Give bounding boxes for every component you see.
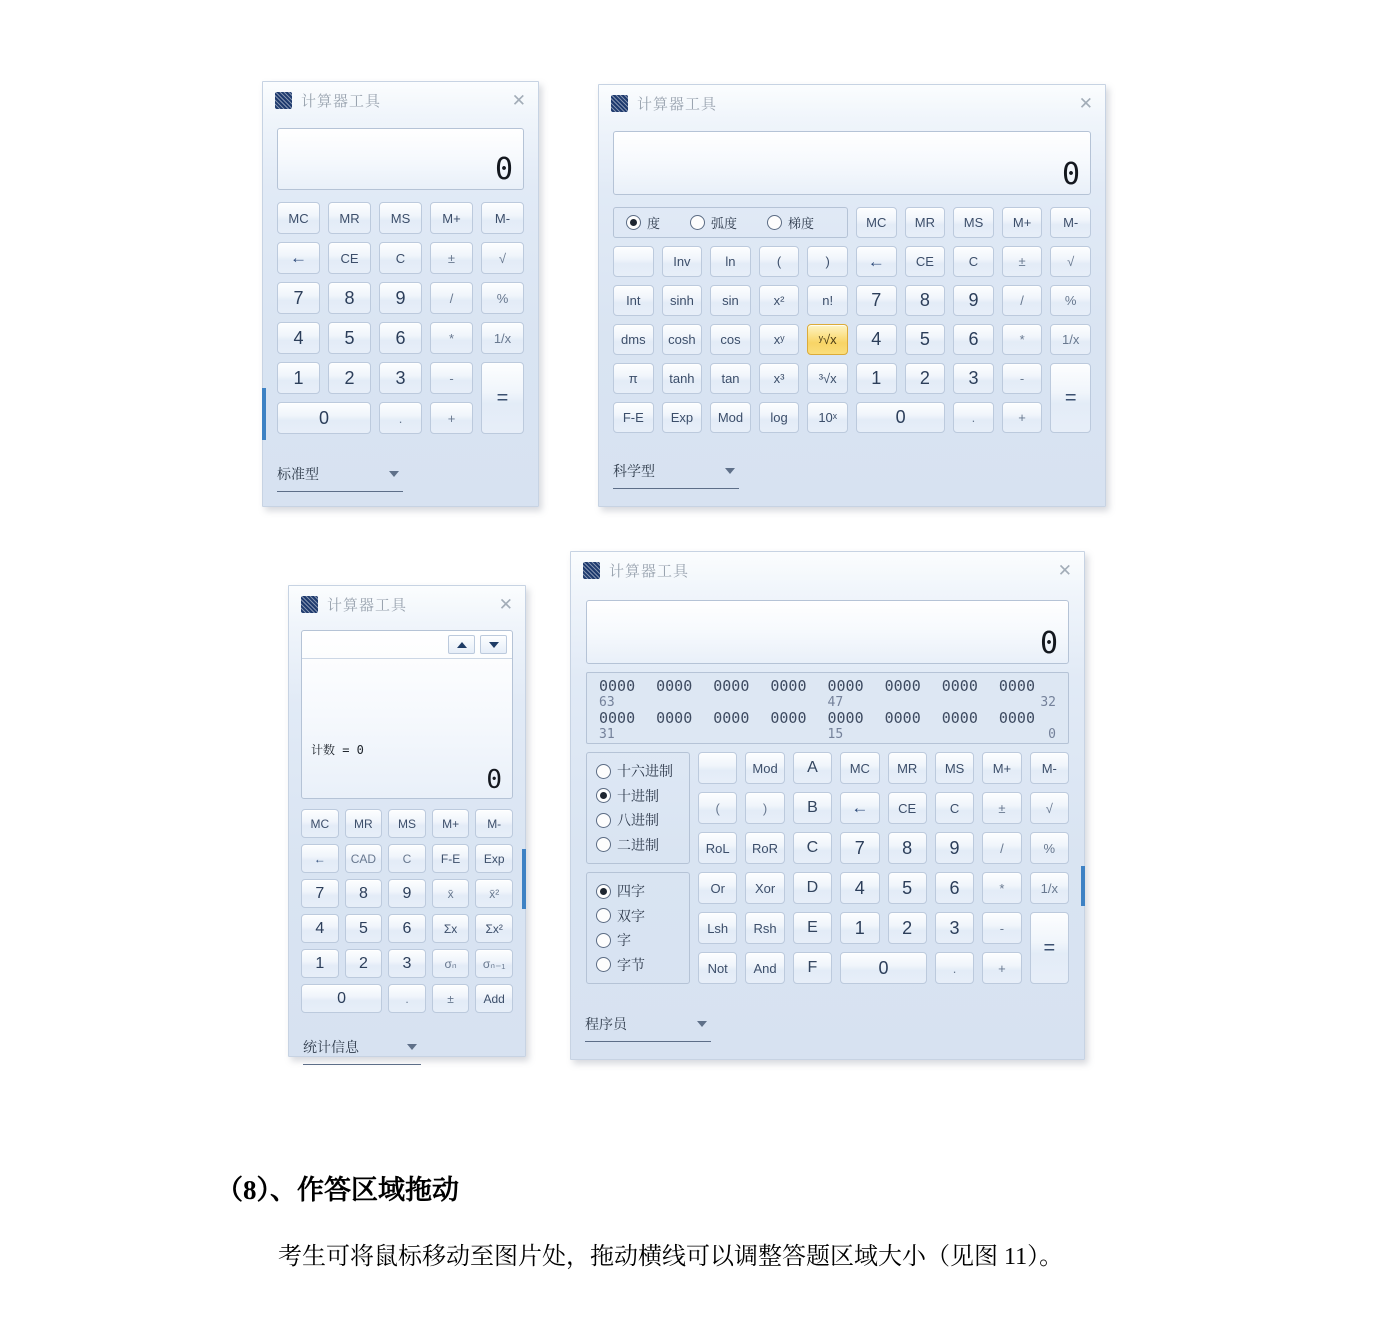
key-2[interactable]: 2 — [345, 949, 383, 978]
key-add-data[interactable]: Add — [475, 984, 513, 1013]
key-rol[interactable]: RoL — [698, 832, 737, 864]
calculator-window-scientific — [598, 84, 1106, 507]
radio-dot — [626, 215, 641, 230]
key-factorial[interactable]: n! — [807, 285, 848, 316]
key-memory-subtract[interactable]: M- — [475, 809, 513, 838]
titlebar[interactable] — [289, 586, 525, 622]
key-6[interactable]: 6 — [379, 322, 422, 354]
scroll-down-button[interactable] — [480, 635, 507, 654]
key-minus[interactable]: - — [1002, 363, 1043, 394]
key-0[interactable]: 0 — [277, 402, 371, 434]
dropdown-arrow-icon — [407, 1044, 417, 1050]
key-plus[interactable]: + — [1002, 402, 1043, 433]
radio-dot — [596, 884, 611, 899]
titlebar[interactable] — [571, 552, 1084, 588]
key-cad[interactable]: CAD — [345, 844, 383, 873]
key-4[interactable]: 4 — [840, 872, 879, 904]
key-9[interactable]: 9 — [953, 285, 994, 316]
bit-group: 0000 — [770, 709, 807, 727]
key-mean[interactable]: x̄ — [432, 879, 470, 908]
titlebar[interactable] — [599, 85, 1105, 121]
bit-group: 0000 — [770, 677, 807, 695]
key-3[interactable]: 3 — [388, 949, 426, 978]
radio-dword[interactable]: 双字 — [596, 906, 680, 926]
key-6[interactable]: 6 — [388, 914, 426, 943]
key-cuberoot[interactable]: ³√x — [807, 363, 848, 394]
display-value: 0 — [1039, 626, 1058, 661]
close-icon[interactable]: ✕ — [1057, 560, 1072, 580]
number-base-group — [586, 752, 690, 864]
key-blank[interactable] — [613, 246, 654, 277]
key-sqrt[interactable]: √ — [1050, 246, 1091, 277]
key-7[interactable]: 7 — [856, 285, 897, 316]
key-stdev[interactable]: σₙ — [432, 949, 470, 978]
key-7[interactable]: 7 — [301, 879, 339, 908]
key-a[interactable]: A — [793, 752, 832, 784]
key-2[interactable]: 2 — [905, 363, 946, 394]
key-reciprocal[interactable]: 1/x — [1050, 324, 1091, 355]
radio-binary[interactable]: 二进制 — [596, 835, 680, 855]
calculator-display — [586, 600, 1069, 664]
key-0[interactable]: 0 — [856, 402, 945, 433]
key-sin[interactable]: sin — [710, 285, 751, 316]
bit-group: 0000 — [713, 709, 750, 727]
key-2[interactable]: 2 — [328, 362, 371, 394]
key-percent[interactable]: % — [1050, 285, 1091, 316]
angle-unit-group — [613, 207, 848, 238]
key-backspace[interactable]: ← — [856, 246, 897, 277]
key-6[interactable]: 6 — [953, 324, 994, 355]
key-memory-store[interactable]: MS — [379, 202, 422, 234]
key-rsh[interactable]: Rsh — [745, 912, 784, 944]
key-yroot[interactable]: ʸ√x — [807, 324, 848, 355]
calculator-window-programmer — [570, 551, 1085, 1060]
display-value: 0 — [1061, 157, 1080, 192]
section-heading: （8）、作答区域拖动 — [216, 1175, 459, 1205]
window-title: 计算器工具 — [327, 596, 408, 614]
mode-bar — [289, 1037, 525, 1065]
key-sum-square[interactable]: Σx² — [475, 914, 513, 943]
calculator-display — [613, 131, 1091, 195]
key-negate[interactable]: ± — [430, 242, 473, 274]
radio-degrees[interactable]: 度 — [626, 213, 660, 232]
bit-group: 0000 — [599, 709, 636, 727]
key-5[interactable]: 5 — [905, 324, 946, 355]
keypad — [613, 207, 1091, 433]
key-e[interactable]: E — [793, 912, 832, 944]
key-f[interactable]: F — [793, 952, 832, 984]
key-8[interactable]: 8 — [345, 879, 383, 908]
key-xor[interactable]: Xor — [745, 872, 784, 904]
key-9[interactable]: 9 — [388, 879, 426, 908]
scroll-up-button[interactable] — [448, 635, 475, 654]
key-1[interactable]: 1 — [840, 912, 879, 944]
radio-dot — [596, 957, 611, 972]
close-icon[interactable]: ✕ — [511, 90, 526, 110]
key-lsh[interactable]: Lsh — [698, 912, 737, 944]
mode-selector-programmer[interactable] — [585, 1014, 711, 1042]
bit-group: 0000 — [941, 677, 978, 695]
bit-group: 0000 — [998, 677, 1035, 695]
key-minus[interactable]: - — [982, 912, 1021, 944]
key-0[interactable]: 0 — [840, 952, 927, 984]
key-7[interactable]: 7 — [840, 832, 879, 864]
radio-word[interactable]: 字 — [596, 930, 680, 950]
window-edge-accent — [1081, 866, 1085, 906]
key-1[interactable]: 1 — [856, 363, 897, 394]
key-clear-entry[interactable]: CE — [905, 246, 946, 277]
key-memory-add[interactable]: M+ — [982, 752, 1021, 784]
key-cosh[interactable]: cosh — [662, 324, 703, 355]
key-clear[interactable]: C — [953, 246, 994, 277]
key-0[interactable]: 0 — [301, 984, 382, 1013]
key-memory-subtract[interactable]: M- — [1030, 752, 1069, 784]
key-dms[interactable]: dms — [613, 324, 654, 355]
key-tan[interactable]: tan — [710, 363, 751, 394]
word-size-group — [586, 872, 690, 984]
key-backspace[interactable]: ← — [840, 792, 879, 824]
key-9[interactable]: 9 — [935, 832, 974, 864]
key-cos[interactable]: cos — [710, 324, 751, 355]
mode-label: 标准型 — [277, 466, 319, 482]
key-decimal[interactable]: . — [388, 984, 426, 1013]
radio-grads[interactable]: 梯度 — [767, 213, 814, 232]
key-decimal[interactable]: . — [953, 402, 994, 433]
close-icon[interactable]: ✕ — [1078, 93, 1093, 113]
mode-selector-standard[interactable] — [277, 464, 403, 492]
key-minus[interactable]: - — [430, 362, 473, 394]
key-3[interactable]: 3 — [953, 363, 994, 394]
key-memory-add[interactable]: M+ — [1002, 207, 1043, 238]
arrow-up-icon — [457, 642, 467, 648]
key-tanh[interactable]: tanh — [662, 363, 703, 394]
key-divide[interactable]: / — [982, 832, 1021, 864]
key-close-paren[interactable]: ) — [807, 246, 848, 277]
bit-index-label: 31 — [599, 727, 615, 742]
key-backspace[interactable]: ← — [301, 844, 339, 873]
app-icon — [275, 92, 292, 109]
key-divide[interactable]: / — [1002, 285, 1043, 316]
key-int[interactable]: Int — [613, 285, 654, 316]
key-memory-clear[interactable]: MC — [840, 752, 879, 784]
key-decimal[interactable]: . — [935, 952, 974, 984]
key-sum[interactable]: Σx — [432, 914, 470, 943]
key-blank[interactable] — [698, 752, 737, 784]
key-1[interactable]: 1 — [301, 949, 339, 978]
key-4[interactable]: 4 — [277, 322, 320, 354]
keypad — [586, 752, 1069, 984]
radio-dot — [596, 764, 611, 779]
key-log[interactable]: log — [759, 402, 800, 433]
key-5[interactable]: 5 — [345, 914, 383, 943]
key-sqrt[interactable]: √ — [481, 242, 524, 274]
key-fe[interactable]: F-E — [432, 844, 470, 873]
display-value: 0 — [486, 765, 502, 796]
close-icon[interactable]: ✕ — [498, 594, 513, 614]
key-3[interactable]: 3 — [379, 362, 422, 394]
key-exp[interactable]: Exp — [475, 844, 513, 873]
window-edge-accent — [522, 849, 526, 909]
key-5[interactable]: 5 — [328, 322, 371, 354]
bit-group: 0000 — [599, 677, 636, 695]
key-memory-recall[interactable]: MR — [905, 207, 946, 238]
titlebar[interactable] — [263, 82, 538, 118]
mode-label: 科学型 — [613, 463, 655, 479]
key-memory-subtract[interactable]: M- — [481, 202, 524, 234]
key-decimal[interactable]: . — [379, 402, 422, 434]
radio-dot — [767, 215, 782, 230]
key-pi[interactable]: π — [613, 363, 654, 394]
key-b[interactable]: B — [793, 792, 832, 824]
key-cube[interactable]: x³ — [759, 363, 800, 394]
key-memory-store[interactable]: MS — [953, 207, 994, 238]
window-title: 计算器工具 — [637, 95, 718, 113]
key-clear-entry[interactable]: CE — [888, 792, 927, 824]
key-clear[interactable]: C — [379, 242, 422, 274]
key-and[interactable]: And — [745, 952, 784, 984]
mode-selector-statistics[interactable] — [303, 1037, 421, 1065]
radio-decimal[interactable]: 十进制 — [596, 786, 680, 806]
key-backspace[interactable]: ← — [277, 242, 320, 274]
key-or[interactable]: Or — [698, 872, 737, 904]
key-memory-clear[interactable]: MC — [856, 207, 897, 238]
bit-display-panel — [586, 672, 1069, 744]
key-clear[interactable]: C — [388, 844, 426, 873]
radio-dot — [690, 215, 705, 230]
radio-dot — [596, 837, 611, 852]
dropdown-arrow-icon — [697, 1021, 707, 1027]
mode-label: 统计信息 — [303, 1039, 359, 1055]
bit-index-label: 0 — [1048, 727, 1056, 742]
keypad — [301, 809, 513, 1013]
key-memory-store[interactable]: MS — [388, 809, 426, 838]
key-ln[interactable]: ln — [710, 246, 751, 277]
key-multiply[interactable]: * — [982, 872, 1021, 904]
key-4[interactable]: 4 — [856, 324, 897, 355]
key-sqrt[interactable]: √ — [1030, 792, 1069, 824]
key-memory-subtract[interactable]: M- — [1050, 207, 1091, 238]
key-6[interactable]: 6 — [935, 872, 974, 904]
key-8[interactable]: 8 — [888, 832, 927, 864]
key-multiply[interactable]: * — [430, 322, 473, 354]
radio-qword[interactable]: 四字 — [596, 881, 680, 901]
key-memory-add[interactable]: M+ — [430, 202, 473, 234]
radio-byte[interactable]: 字节 — [596, 955, 680, 975]
bit-group: 0000 — [656, 677, 693, 695]
key-sinh[interactable]: sinh — [662, 285, 703, 316]
radio-dot — [596, 788, 611, 803]
mode-selector-scientific[interactable] — [613, 461, 739, 489]
key-negate[interactable]: ± — [982, 792, 1021, 824]
key-3[interactable]: 3 — [935, 912, 974, 944]
radio-hex[interactable]: 十六进制 — [596, 761, 680, 781]
app-icon — [583, 562, 600, 579]
key-equals[interactable]: = — [481, 362, 524, 434]
key-not[interactable]: Not — [698, 952, 737, 984]
key-percent[interactable]: % — [1030, 832, 1069, 864]
key-close-paren[interactable]: ) — [745, 792, 784, 824]
bit-index-label: 63 — [599, 695, 615, 710]
key-exp[interactable]: Exp — [662, 402, 703, 433]
key-5[interactable]: 5 — [888, 872, 927, 904]
calculator-window-statistics — [288, 585, 526, 1057]
key-open-paren[interactable]: ( — [759, 246, 800, 277]
key-clear-entry[interactable]: CE — [328, 242, 371, 274]
bit-group: 0000 — [656, 709, 693, 727]
key-fe[interactable]: F-E — [613, 402, 654, 433]
history-scroll-strip — [302, 631, 512, 659]
key-memory-store[interactable]: MS — [935, 752, 974, 784]
key-multiply[interactable]: * — [1002, 324, 1043, 355]
key-square[interactable]: x² — [759, 285, 800, 316]
bit-index-label: 47 — [827, 695, 844, 710]
key-9[interactable]: 9 — [379, 282, 422, 314]
mode-bar — [571, 1014, 1084, 1042]
key-equals[interactable]: = — [1050, 363, 1091, 433]
key-negate[interactable]: ± — [432, 984, 470, 1013]
key-negate[interactable]: ± — [1002, 246, 1043, 277]
window-title: 计算器工具 — [301, 92, 382, 110]
key-equals[interactable]: = — [1030, 912, 1069, 984]
key-plus[interactable]: + — [982, 952, 1021, 984]
key-memory-recall[interactable]: MR — [328, 202, 371, 234]
key-divide[interactable]: / — [430, 282, 473, 314]
key-clear[interactable]: C — [935, 792, 974, 824]
calculator-display — [277, 128, 524, 190]
key-7[interactable]: 7 — [277, 282, 320, 314]
key-10x[interactable]: 10ˣ — [807, 402, 848, 433]
window-title: 计算器工具 — [609, 562, 690, 580]
arrow-down-icon — [489, 642, 499, 648]
dropdown-arrow-icon — [389, 471, 399, 477]
section-paragraph: 考生可将鼠标移动至图片处，拖动横线可以调整答题区域大小（见图 11）。 — [278, 1244, 1064, 1270]
bit-index-label: 32 — [1040, 695, 1056, 710]
key-stdev-n1[interactable]: σₙ₋₁ — [475, 949, 513, 978]
key-ror[interactable]: RoR — [745, 832, 784, 864]
calculator-window-standard — [262, 81, 539, 507]
radio-dot — [596, 908, 611, 923]
mode-label: 程序员 — [585, 1016, 627, 1032]
key-open-paren[interactable]: ( — [698, 792, 737, 824]
key-d[interactable]: D — [793, 872, 832, 904]
key-mean-square[interactable]: x̄² — [475, 879, 513, 908]
key-memory-clear[interactable]: MC — [301, 809, 339, 838]
bit-group: 0000 — [998, 709, 1035, 727]
window-edge-accent — [262, 388, 266, 440]
key-2[interactable]: 2 — [888, 912, 927, 944]
bit-group: 0000 — [884, 677, 921, 695]
keypad — [277, 202, 524, 434]
key-memory-add[interactable]: M+ — [432, 809, 470, 838]
radio-dot — [596, 813, 611, 828]
key-memory-recall[interactable]: MR — [888, 752, 927, 784]
key-inverse[interactable]: Inv — [662, 246, 703, 277]
key-power[interactable]: xʸ — [759, 324, 800, 355]
bit-group: 0000 — [827, 709, 864, 727]
key-8[interactable]: 8 — [328, 282, 371, 314]
key-1[interactable]: 1 — [277, 362, 320, 394]
dropdown-arrow-icon — [725, 468, 735, 474]
radio-dot — [596, 933, 611, 948]
display-value: 0 — [494, 152, 513, 187]
statistics-display — [301, 630, 513, 799]
app-icon — [611, 95, 628, 112]
radio-radians[interactable]: 弧度 — [690, 213, 737, 232]
mode-bar — [599, 461, 1105, 489]
bit-group: 0000 — [827, 677, 864, 695]
radio-octal[interactable]: 八进制 — [596, 810, 680, 830]
key-mod[interactable]: Mod — [710, 402, 751, 433]
key-4[interactable]: 4 — [301, 914, 339, 943]
bit-group: 0000 — [884, 709, 921, 727]
bit-index-label: 15 — [827, 727, 844, 742]
key-c[interactable]: C — [793, 832, 832, 864]
count-label: 计数 = 0 — [311, 743, 364, 757]
key-reciprocal[interactable]: 1/x — [481, 322, 524, 354]
key-mod[interactable]: Mod — [745, 752, 784, 784]
key-8[interactable]: 8 — [905, 285, 946, 316]
bit-group: 0000 — [941, 709, 978, 727]
key-memory-clear[interactable]: MC — [277, 202, 320, 234]
mode-bar — [263, 464, 538, 492]
key-reciprocal[interactable]: 1/x — [1030, 872, 1069, 904]
key-memory-recall[interactable]: MR — [345, 809, 383, 838]
key-plus[interactable]: + — [430, 402, 473, 434]
app-icon — [301, 596, 318, 613]
key-percent[interactable]: % — [481, 282, 524, 314]
bit-group: 0000 — [713, 677, 750, 695]
